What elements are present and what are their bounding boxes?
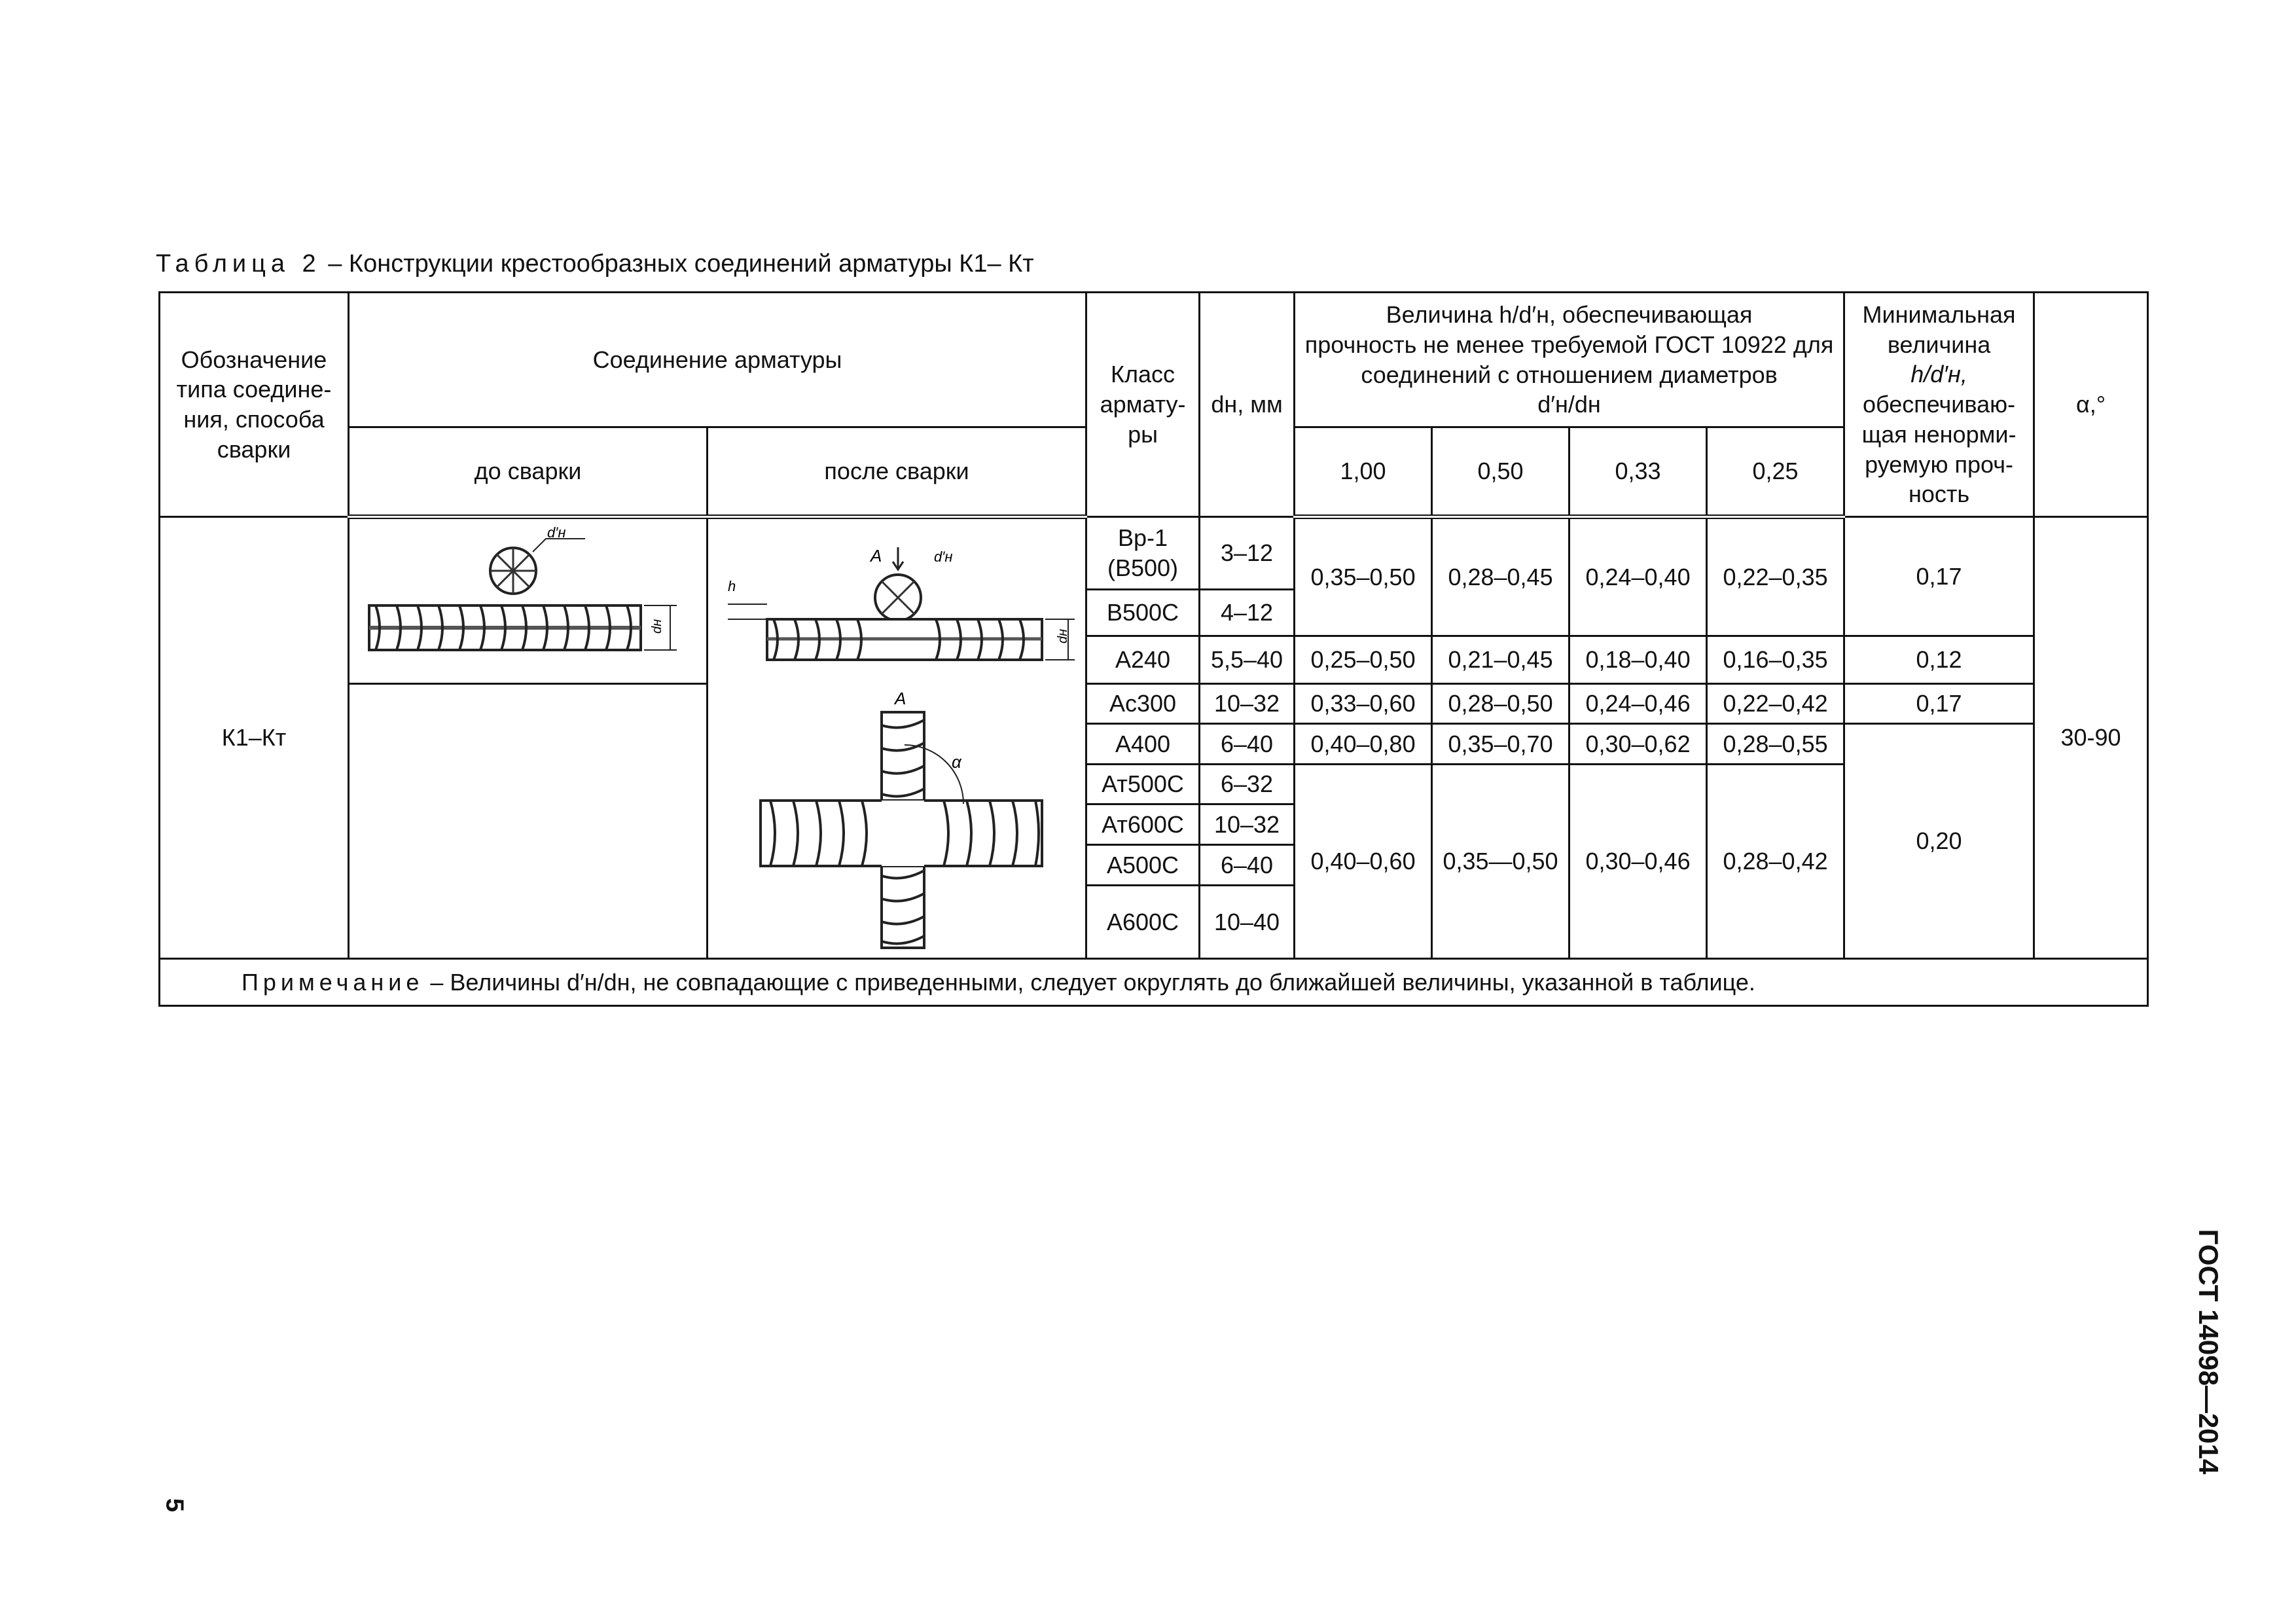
- note-text: – Величины d′н/dн, не совпадающие с приведенными, следует округлять до ближайшей величины, указанной в таблице.: [423, 968, 1755, 996]
- min-ratio: h/d′н,: [1910, 361, 1967, 388]
- table-caption: [156, 250, 1034, 278]
- v-r1-1: 0,35–0,50: [1295, 517, 1432, 636]
- v-r6-1: 0,40–0,60: [1295, 765, 1432, 959]
- before-welding-drawing: [350, 519, 708, 683]
- ratio-title-3: d′н/dн: [1537, 391, 1601, 418]
- alpha-value: 30-90: [2034, 517, 2148, 959]
- joint-table: [158, 291, 2149, 1007]
- v-r4-1: 0,33–0,60: [1295, 684, 1432, 724]
- header-ratio-title: [1295, 293, 1844, 427]
- v-r5-2: 0,35–0,70: [1432, 724, 1570, 765]
- v-r4-3: 0,24–0,46: [1570, 684, 1707, 724]
- after-welding-drawing: [708, 522, 1087, 954]
- min-r3: 0,12: [1844, 636, 2034, 683]
- ratio-title-1: Величина h/d′н, обеспечивающая: [1386, 301, 1753, 329]
- min-value-title-2: обеспечиваю-щая ненорми-руемую проч-ность: [1861, 391, 2017, 508]
- d-r2: 4–12: [1200, 590, 1295, 636]
- d-r1: 3–12: [1200, 517, 1295, 590]
- d-r4: 10–32: [1200, 684, 1295, 724]
- v-r6-2: 0,35—0,50: [1432, 765, 1570, 959]
- min-r5-9: 0,20: [1844, 724, 2034, 959]
- page-number: 5: [160, 1498, 188, 1513]
- header-alpha: α,°: [2034, 293, 2148, 517]
- min-r4: 0,17: [1844, 684, 2034, 724]
- d-after-label: dн: [1056, 628, 1070, 643]
- class-r6: Ат500С: [1086, 765, 1200, 804]
- v-r3-4: 0,16–0,35: [1707, 636, 1844, 683]
- class-r4: Ас300: [1086, 684, 1200, 724]
- header-joint: Соединение арматуры: [349, 293, 1086, 427]
- section-a-label-2: А: [895, 689, 906, 708]
- v-r3-3: 0,18–0,40: [1570, 636, 1707, 683]
- d-r8: 6–40: [1200, 845, 1295, 886]
- d-r6: 6–32: [1200, 765, 1295, 804]
- v-r3-1: 0,25–0,50: [1295, 636, 1432, 683]
- v-r5-4: 0,28–0,55: [1707, 724, 1844, 765]
- d-prime-after-label: d′н: [934, 549, 953, 565]
- header-class: Класс армату-ры: [1086, 293, 1200, 517]
- v-r3-2: 0,21–0,45: [1432, 636, 1570, 683]
- v-r5-3: 0,30–0,62: [1570, 724, 1707, 765]
- joint-type: К1–Кт: [160, 517, 349, 959]
- note-prefix: Примечание: [242, 968, 424, 996]
- class-r3: А240: [1086, 636, 1200, 683]
- v-r1-2: 0,28–0,45: [1432, 517, 1570, 636]
- header-ratio-1: 1,00: [1295, 427, 1432, 517]
- standard-designation: ГОСТ 14098—2014: [2193, 1229, 2224, 1475]
- after-drawing-cell: [708, 517, 1086, 959]
- header-ratio-2: 0,50: [1432, 427, 1570, 517]
- before-drawing-cell: [349, 517, 708, 684]
- v-r5-1: 0,40–0,80: [1295, 724, 1432, 765]
- v-r1-3: 0,24–0,40: [1570, 517, 1707, 636]
- class-r9: А600С: [1086, 886, 1200, 959]
- header-after: после сварки: [708, 427, 1086, 517]
- class-r8: А500С: [1086, 845, 1200, 886]
- class-r7: Ат600С: [1086, 804, 1200, 845]
- header-min-value: [1844, 293, 2034, 517]
- v-r4-2: 0,28–0,50: [1432, 684, 1570, 724]
- min-r1: 0,17: [1844, 517, 2034, 636]
- d-label: dн: [650, 619, 664, 634]
- h-label: h: [728, 578, 736, 594]
- header-designation: Обозначение типа соедине-ния, способа сварки: [160, 293, 349, 517]
- header-before: до сварки: [349, 427, 708, 517]
- class-r2: В500С: [1086, 590, 1200, 636]
- alpha-angle-label: α: [952, 752, 961, 772]
- class-r5: А400: [1086, 724, 1200, 765]
- d-prime-label: d′н: [547, 524, 566, 541]
- d-r3: 5,5–40: [1200, 636, 1295, 683]
- table-note: [160, 959, 2148, 1006]
- v-r6-4: 0,28–0,42: [1707, 765, 1844, 959]
- v-r1-4: 0,22–0,35: [1707, 517, 1844, 636]
- caption-text: – Конструкции крестообразных соединений арматуры К1– Кт: [321, 250, 1034, 278]
- before-empty-cell: [349, 684, 708, 959]
- d-r5: 6–40: [1200, 724, 1295, 765]
- header-ratio-3: 0,33: [1570, 427, 1707, 517]
- v-r6-3: 0,30–0,46: [1570, 765, 1707, 959]
- header-d: dн, мм: [1200, 293, 1295, 517]
- v-r4-4: 0,22–0,42: [1707, 684, 1844, 724]
- d-r7: 10–32: [1200, 804, 1295, 845]
- ratio-title-2: прочность не менее требуемой ГОСТ 10922 для соединений с отношением диаметров: [1304, 331, 1834, 388]
- d-r9: 10–40: [1200, 886, 1295, 959]
- caption-prefix: Таблица 2: [156, 250, 321, 278]
- min-value-title: Минимальная величина: [1862, 300, 2016, 358]
- class-r1: Вр-1 (В500): [1086, 517, 1200, 590]
- header-ratio-4: 0,25: [1707, 427, 1844, 517]
- section-a-label: А: [870, 546, 882, 566]
